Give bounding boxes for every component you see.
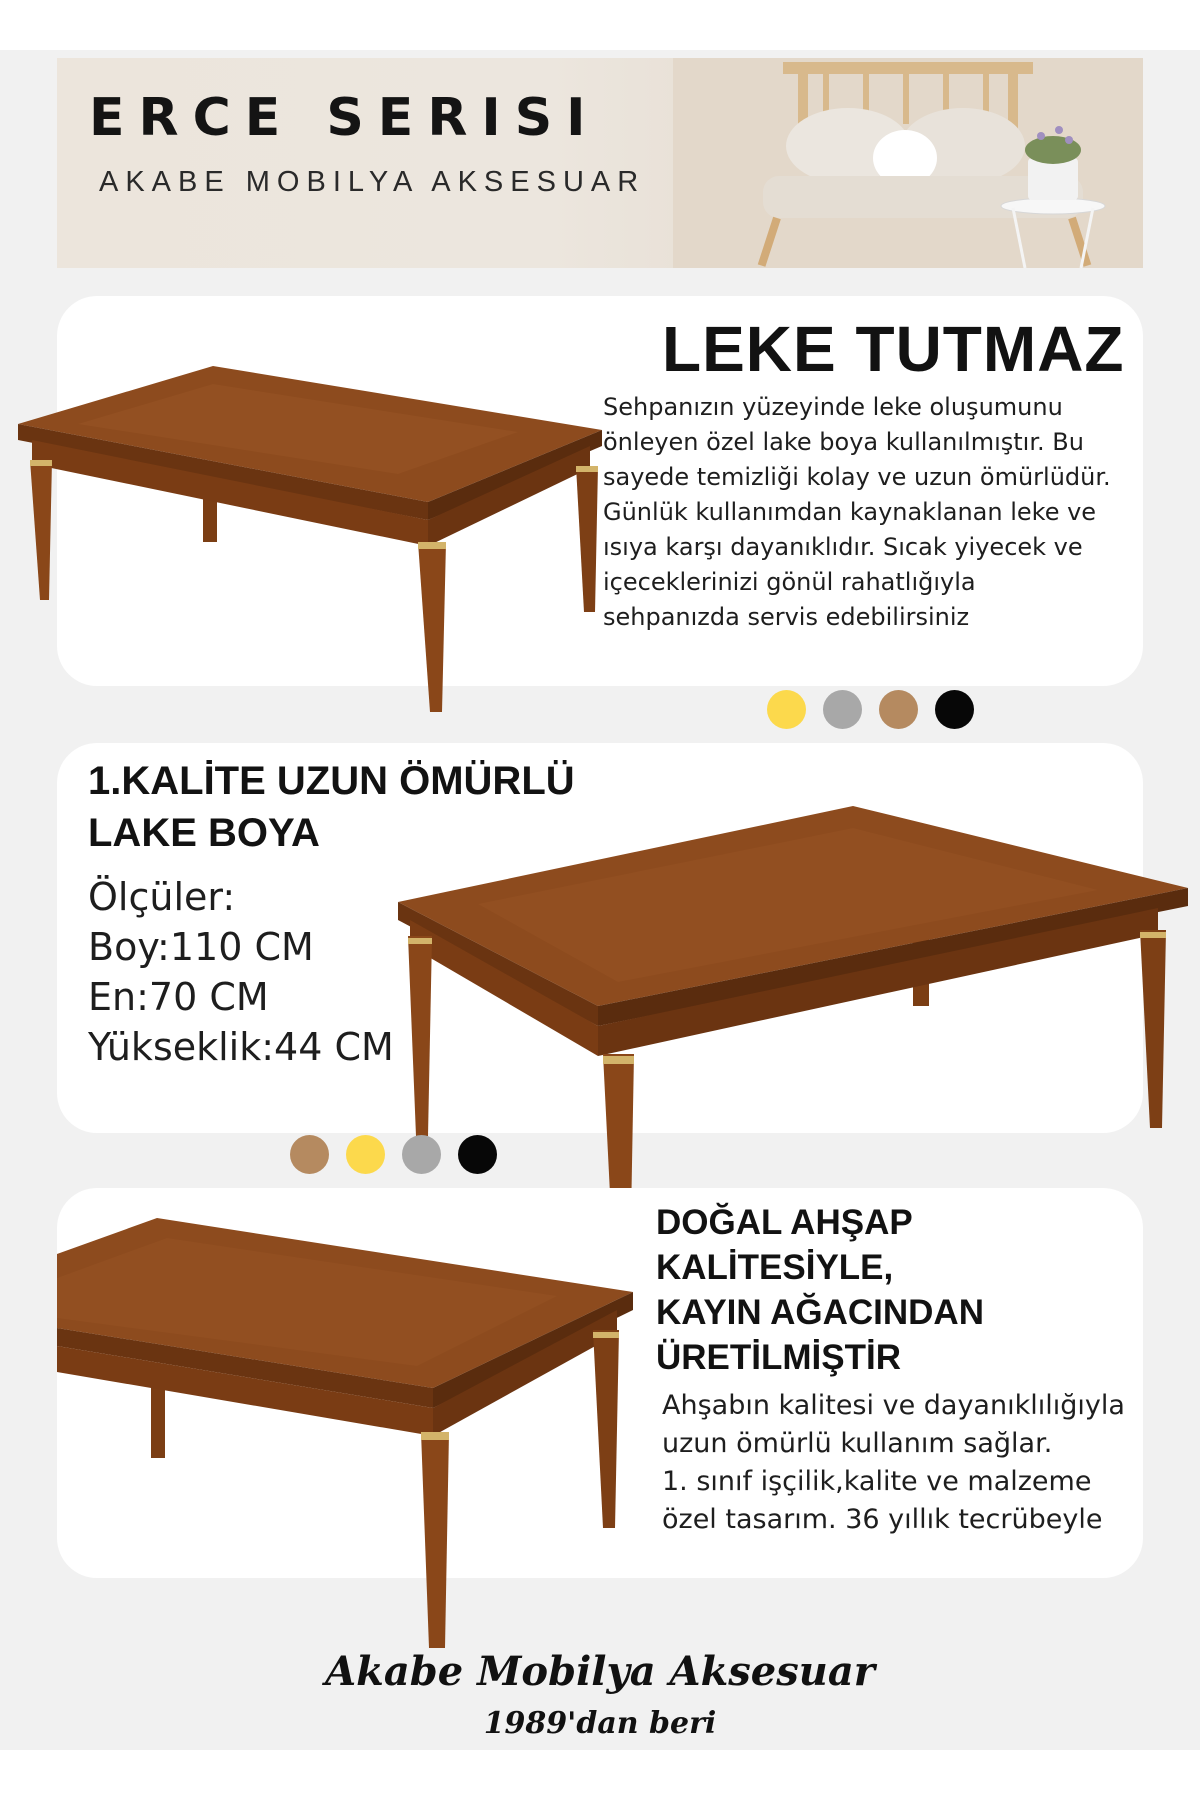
color-swatch-yellow[interactable] [767,690,806,729]
color-swatch-brown[interactable] [290,1135,329,1174]
stain-resistant-description [603,390,1163,635]
color-swatch-black[interactable] [935,690,974,729]
color-swatch-gray[interactable] [402,1135,441,1174]
description-line: ısıya karşı dayanıklıdır. Sıcak yiyecek ve [603,533,1083,561]
color-swatch-black[interactable] [458,1135,497,1174]
natural-wood-title-line: KAYIN AĞACINDAN [656,1293,984,1332]
natural-wood-title-line: ÜRETİLMİŞTİR [656,1338,901,1377]
dimension-height: Yükseklik:44 CM [88,1025,394,1069]
natural-wood-description [662,1387,1125,1539]
brand-signature: Akabe Mobilya Aksesuar [325,1648,875,1695]
color-swatches-1 [767,690,974,729]
description-line: sayede temizliği kolay ve uzun ömürlüdür. [603,463,1111,491]
lacquer-title [88,755,575,859]
coffee-table-image-3 [57,1218,635,1648]
stain-resistant-title: LEKE TUTMAZ [662,313,1125,385]
color-swatches-2 [290,1135,497,1174]
coffee-table-image-1 [18,362,608,712]
description-line: özel tasarım. 36 yıllık tecrübeyle [662,1504,1103,1535]
natural-wood-title-line: KALİTESİYLE, [656,1248,894,1287]
description-line: Günlük kullanımdan kaynaklanan leke ve [603,498,1097,526]
natural-wood-title-line: DOĞAL AHŞAP [656,1203,913,1242]
description-line: sehpanızda servis edebilirsiniz [603,603,970,631]
description-line: Ahşabın kalitesi ve dayanıklılığıyla [662,1390,1125,1421]
brand-subtitle: AKABE MOBILYA AKSESUAR [99,166,646,198]
dimension-width: En:70 CM [88,975,269,1019]
natural-wood-title [656,1200,984,1380]
description-line: 1. sınıf işçilik,kalite ve malzeme [662,1466,1092,1497]
series-title: ERCE SERISI [89,88,600,148]
established-since: 1989'dan beri [483,1706,717,1741]
lacquer-title-line-1: 1.KALİTE UZUN ÖMÜRLÜ [88,759,575,803]
description-line: uzun ömürlü kullanım sağlar. [662,1428,1053,1459]
color-swatch-gray[interactable] [823,690,862,729]
dimensions-label: Ölçüler: [88,875,236,919]
living-room-illustration [673,58,1143,268]
color-swatch-brown[interactable] [879,690,918,729]
dimensions-list [88,872,394,1072]
color-swatch-yellow[interactable] [346,1135,385,1174]
description-line: önleyen özel lake boya kullanılmıştır. Bu [603,428,1084,456]
description-line: içeceklerinizi gönül rahatlığıyla [603,568,976,596]
description-line: Sehpanızın yüzeyinde leke oluşumunu [603,393,1063,421]
hero-banner [57,58,1143,268]
lacquer-title-line-2: LAKE BOYA [88,811,320,855]
dimension-length: Boy:110 CM [88,925,314,969]
